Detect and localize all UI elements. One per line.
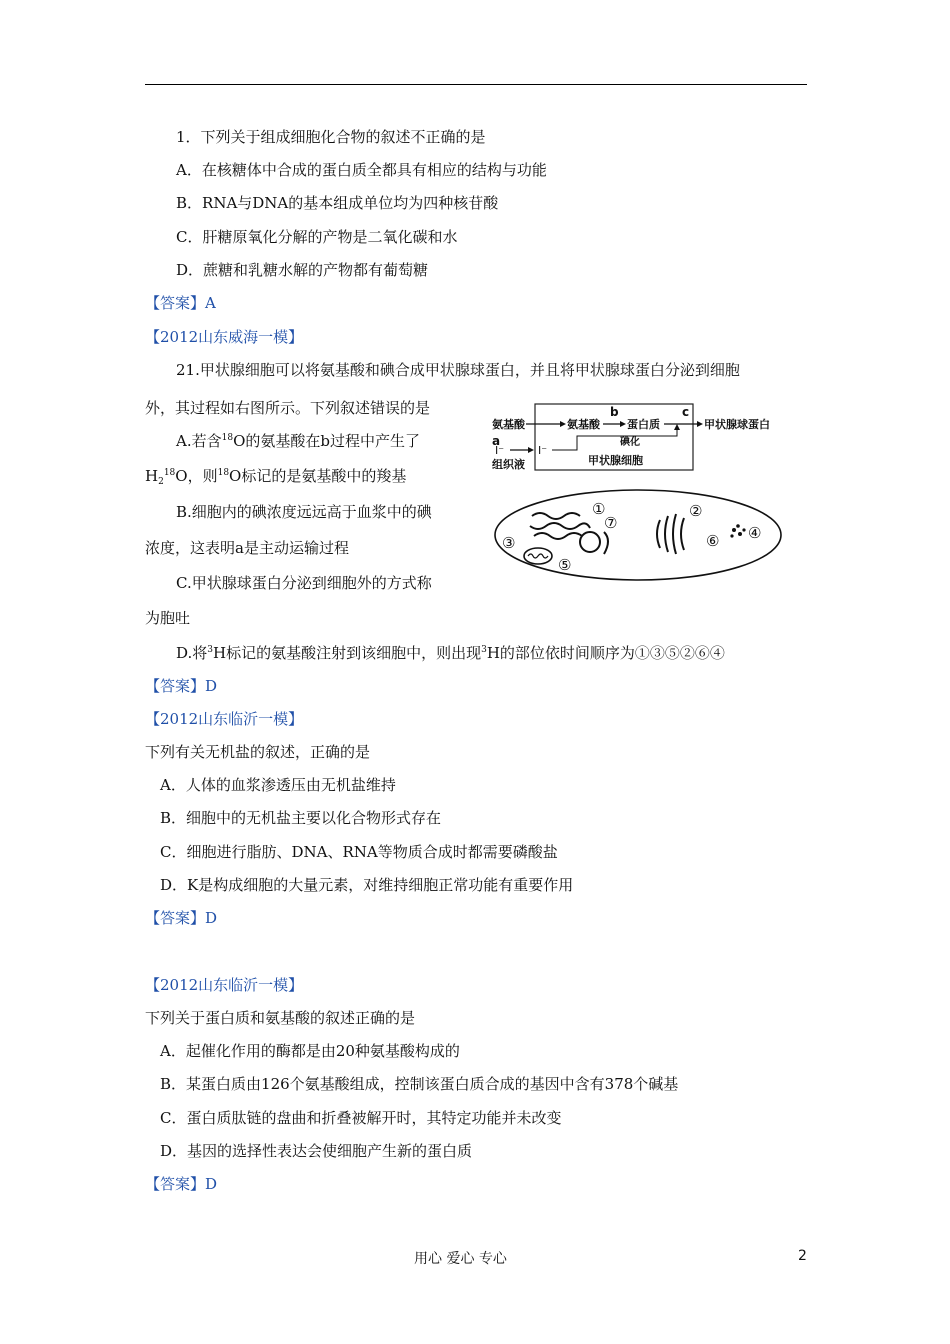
q2-option-b-line1: B.细胞内的碘浓度远远高于血浆中的碘 [176, 503, 432, 521]
q2-option-b-line2: 浓度，这表明a是主动运输过程 [145, 539, 349, 557]
q3-source: 【2012山东临沂一模】 [145, 710, 304, 728]
q2-option-a-line1: A.若含$^{18}$O的氨基酸在b过程中产生了 [176, 432, 420, 450]
step-a-label: a [492, 434, 501, 448]
membrane-fold [604, 532, 608, 554]
q1-option-d: D．蔗糖和乳糖水解的产物都有葡萄糖 [176, 261, 429, 279]
q1-stem: 1．下列关于组成细胞化合物的叙述不正确的是 [176, 128, 486, 146]
q4-answer: 【答案】D [145, 1175, 218, 1193]
label-n6: ⑥ [706, 532, 720, 550]
rough-er [530, 513, 590, 539]
thyroglobulin-label: 甲状腺球蛋白 [704, 418, 770, 431]
q2-stem-line2: 外，其过程如右图所示。下列叙述错误的是 [145, 399, 431, 417]
q2-option-a-line2: $H_2^{18}O$，则$^{18}$O标记的是氨基酸中的羧基 [145, 467, 407, 487]
label-n5: ⑤ [558, 556, 572, 574]
protein-label: 蛋白质 [627, 418, 660, 431]
label-n3: ③ [502, 534, 516, 552]
q2-option-c-line1: C.甲状腺球蛋白分泌到细胞外的方式称 [176, 574, 432, 592]
q3-stem: 下列有关无机盐的叙述，正确的是 [145, 743, 371, 761]
iodide-inside-label: I⁻ [538, 444, 548, 457]
label-n7: ⑦ [604, 514, 618, 532]
q4-source: 【2012山东临沂一模】 [145, 976, 304, 994]
page-number: 2 [798, 1248, 807, 1264]
q3-option-c: C．细胞进行脂肪、DNA、RNA等物质合成时都需要磷酸盐 [160, 843, 558, 861]
amino-acid-inside-label: 氨基酸 [567, 418, 600, 431]
q4-stem: 下列关于蛋白质和氨基酸的叙述正确的是 [145, 1009, 416, 1027]
q3-option-a: A．人体的血浆渗透压由无机盐维持 [160, 776, 396, 794]
q1-option-c: C．肝糖原氧化分解的产物是二氧化碳和水 [176, 228, 458, 246]
q4-option-c: C．蛋白质肽链的盘曲和折叠被解开时，其特定功能并未改变 [160, 1109, 562, 1127]
arrowhead-b [620, 421, 626, 427]
arrowhead-a [528, 447, 534, 453]
q2-option-d: D.将$^3$H标记的氨基酸注射到该细胞中，则出现$^3$H的部位依时间顺序为①③⑤②⑥④ [176, 644, 725, 662]
q1-answer: 【答案】A [145, 294, 216, 312]
label-n2: ② [689, 502, 703, 520]
label-n4: ④ [748, 524, 762, 542]
iodination-label: 碘化 [620, 437, 640, 448]
arrowhead-entry [560, 421, 566, 427]
vesicle-cluster [580, 532, 600, 552]
q2-option-c-line2: 为胞吐 [145, 609, 191, 627]
cell-outline [495, 490, 781, 580]
footer-motto: 用心 爱心 专心 [414, 1251, 507, 1267]
q4-option-b: B．某蛋白质由126个氨基酸组成，控制该蛋白质合成的基因中含有378个碱基 [160, 1075, 679, 1093]
q4-option-a: A．起催化作用的酶都是由20种氨基酸构成的 [160, 1042, 460, 1060]
iodide-outside-label: I⁻ [495, 444, 505, 457]
mitochondrion-cristae [528, 554, 548, 558]
q1-option-a: A．在核糖体中合成的蛋白质全都具有相应的结构与功能 [176, 161, 547, 179]
q3-option-d: D．K是构成细胞的大量元素，对维持细胞正常功能有重要作用 [160, 876, 574, 894]
arrowhead-c [697, 421, 703, 427]
tissue-fluid-label: 组织液 [492, 458, 525, 471]
q2-source: 【2012山东威海一模】 [145, 328, 304, 346]
amino-acid-outside-label: 氨基酸 [492, 418, 525, 431]
golgi-apparatus [657, 514, 684, 554]
q1-option-b: B．RNA与DNA的基本组成单位均为四种核苷酸 [176, 194, 499, 212]
secretory-vesicles [730, 524, 745, 537]
q4-option-d: D．基因的选择性表达会使细胞产生新的蛋白质 [160, 1142, 473, 1160]
step-b-label: b [610, 405, 619, 419]
q3-answer: 【答案】D [145, 909, 218, 927]
label-n1: ① [592, 500, 606, 518]
header-rule [145, 84, 807, 85]
q3-option-b: B．细胞中的无机盐主要以化合物形式存在 [160, 809, 442, 827]
thyroid-cell-figure [492, 402, 782, 588]
arrowhead-iodination [674, 424, 680, 430]
thyroid-cell-label: 甲状腺细胞 [588, 454, 643, 467]
iodination-path [552, 428, 677, 450]
structure-numbers [502, 500, 761, 574]
step-c-label: c [682, 405, 690, 419]
q2-answer: 【答案】D [145, 677, 218, 695]
q2-stem-line1: 21.甲状腺细胞可以将氨基酸和碘合成甲状腺球蛋白，并且将甲状腺球蛋白分泌到细胞 [176, 361, 740, 379]
